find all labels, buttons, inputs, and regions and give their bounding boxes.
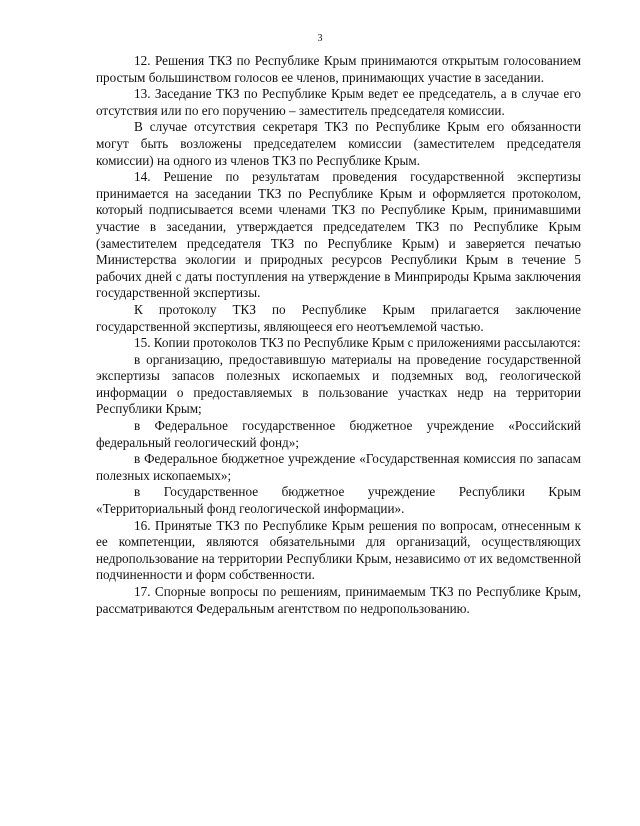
page-number: 3 <box>317 33 323 44</box>
paragraph-12-voting: 12. Решения ТКЗ по Республике Крым принимаются открытым голосованием простым большинством голосов ее членов, принимающих участие в заседании. <box>96 53 581 85</box>
paragraph-13-chair: 13. Заседание ТКЗ по Республике Крым ведет ее председатель, а в случае его отсутствия или по его поручению – заместитель председателя комиссии. <box>96 86 581 118</box>
list-item-federal-geological-fund: в Федеральное государственное бюджетное учреждение «Российский федеральный геологический фонд»; <box>96 418 581 450</box>
paragraph-13-secretary: В случае отсутствия секретаря ТКЗ по Республике Крым его обязанности могут быть возложены председателем комиссии (заместителем председателя комиссии) на одного из членов ТКЗ по Республике Крым. <box>96 119 581 168</box>
paragraph-16-binding: 16. Принятые ТКЗ по Республике Крым решения по вопросам, отнесенным к ее компетенции, являются обязательными для организаций, осуществляющих недропользование на территории Республики Крым, независимо от их ведомственной подчиненности и форм собственности. <box>96 517 581 583</box>
paragraph-17-disputes: 17. Спорные вопросы по решениям, принимаемым ТКЗ по Республике Крым, рассматриваются Федеральным агентством по недропользованию. <box>96 584 581 616</box>
document-body <box>96 53 581 617</box>
list-item-organization: в организацию, предоставившую материалы на проведение государственной экспертизы запасов полезных ископаемых и подземных вод, геологической информации о предоставляемых в пользование участках недр на территории Республики Крым; <box>96 351 581 417</box>
paragraph-15-copies: 15. Копии протоколов ТКЗ по Республике Крым с приложениями рассылаются: <box>134 335 581 351</box>
paragraph-14-decision: 14. Решение по результатам проведения государственной экспертизы принимается на заседании ТКЗ по Республике Крым и оформляется протоколом, который подписывается всеми членами ТКЗ по Республике Крым, принимавшими участие в заседании, утверждается председателем ТКЗ по Республике Крым (заместителем председателя ТКЗ по Республике Крым) и заверяется печатью Министерства экологии и природных ресурсов Республики Крым в течение 5 рабочих дней с даты поступления на утверждение в Минприроды Крыма заключения государственной экспертизы. <box>96 169 581 301</box>
paragraph-14-attachment: К протоколу ТКЗ по Республике Крым прилагается заключение государственной экспертизы, являющееся его неотъемлемой частью. <box>96 301 581 334</box>
list-item-territorial-fund: в Государственное бюджетное учреждение Республики Крым «Территориальный фонд геологической информации». <box>96 484 581 517</box>
list-item-reserves-commission: в Федеральное бюджетное учреждение «Государственная комиссия по запасам полезных ископаемых»; <box>96 451 581 483</box>
